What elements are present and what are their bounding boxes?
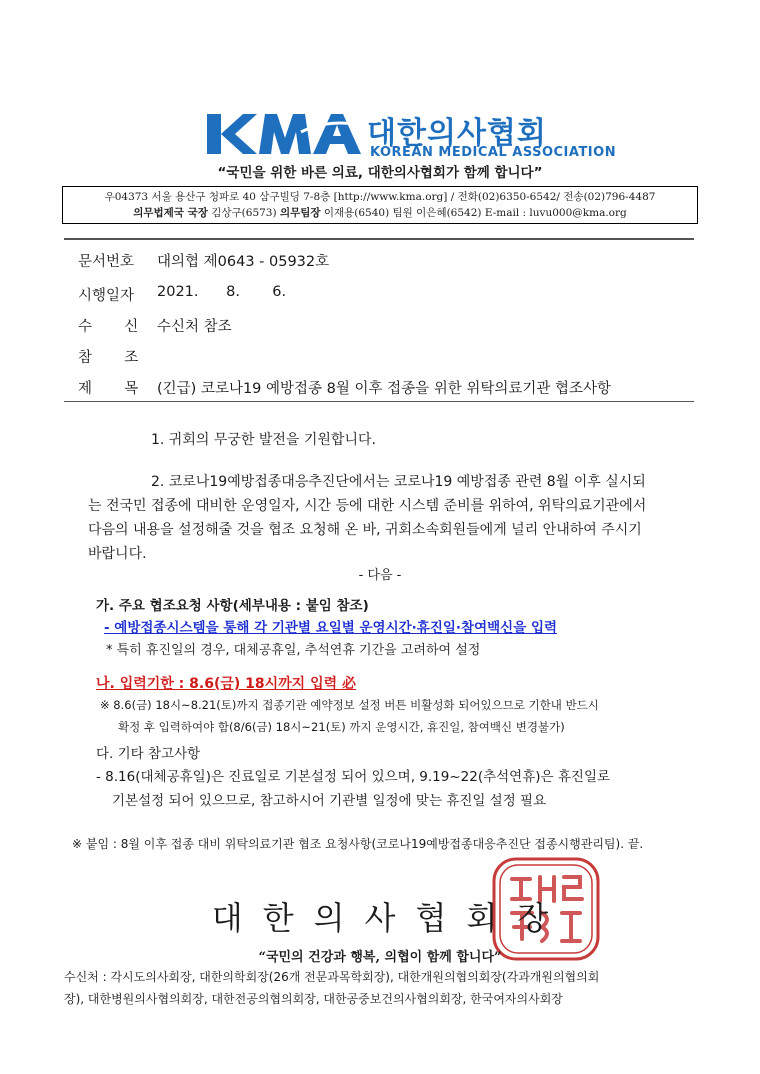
section-divider: - 다음 - — [358, 568, 402, 583]
subject: (긴급) 코로나19 예방접종 8월 이후 접종을 위한 위탁의료기관 협조사항 — [157, 381, 612, 397]
subject-label: 제 목 — [78, 381, 139, 397]
section-na-title: 나. 입력기한 : 8.6(금) 18시까지 입력 必 — [96, 676, 357, 692]
section-ga-note: * 특히 휴진일의 경우, 대체공휴일, 추석연휴 기간을 고려하여 설정 — [106, 643, 481, 658]
to-label: 수 신 — [78, 319, 139, 335]
contact-line-1: 우04373 서울 용산구 청파로 40 삼구빌딩 7-8층 [http://www.kma.org] / 전화(02)6350-6542/ 전송(02)796-4487 — [104, 191, 656, 203]
footer-slogan: “국민의 건강과 행복, 의협이 함께 합니다” — [258, 950, 502, 965]
section-ga-item: - 예방접종시스템을 통해 각 기관별 요일별 운영시간·휴진일·참여백신을 입력 — [104, 620, 558, 636]
paragraph-1: 1. 귀회의 무궁한 발전을 기원합니다. — [151, 432, 376, 448]
header-slogan: “국민을 위한 바른 의료, 대한의사협회가 함께 합니다” — [217, 165, 543, 181]
section-na-note-1: ※ 8.6(금) 18시~8.21(토)까지 접종기관 예약정보 설정 버튼 비활성화 되어있으므로 기한내 반드시 — [100, 698, 599, 712]
contact-box — [62, 186, 698, 224]
contact-label-director: 의무법제국 국장 — [133, 207, 208, 219]
kma-logo — [205, 110, 365, 158]
ref-label: 참 조 — [78, 350, 139, 366]
contact-director: 김상구(6573) — [207, 207, 280, 219]
paragraph-2-line-3: 다음의 내용을 설정해줄 것을 협조 요청해 온 바, 귀회소속회원들에게 널리 안내하여 주시기 — [88, 522, 642, 538]
org-name-kr: 대한의사협회 — [367, 116, 547, 151]
paragraph-2-line-1: 2. 코로나19예방접종대응추진단에서는 코로나19 예방접종 관련 8월 이후 실시되 — [151, 474, 646, 490]
contact-team: 이재용(6540) 팀원 이은혜(6542) E-mail : luvu000@kma.org — [320, 207, 627, 219]
paragraph-2-line-2: 는 전국민 접종에 대비한 운영일자, 시간 등에 대한 시스템 준비를 위하여, 위탁의료기관에서 — [88, 498, 647, 514]
to: 수신처 참조 — [157, 319, 232, 335]
recipients-line-2: 장), 대한병원의사협의회장, 대한전공의협의회장, 대한공중보건의사협의회장, 한국여자의사회장 — [64, 992, 563, 1006]
date: 2021. 8. 6. — [157, 284, 287, 300]
header-rule — [64, 238, 694, 240]
section-da-title: 다. 기타 참고사항 — [96, 746, 201, 762]
contact-label-team: 의무팀장 — [279, 207, 321, 219]
section-da-item-2: 기본설정 되어 있으므로, 참고하시어 기관별 일정에 맞는 휴진일 설정 필요 — [112, 793, 547, 809]
meta-rule — [64, 401, 694, 402]
section-na-note-2: 확정 후 입력하여야 함(8/6(금) 18시~21(토) 까지 운영시간, 휴진일, 참여백신 변경불가) — [118, 720, 565, 734]
org-name-en: KOREAN MEDICAL ASSOCIATION — [370, 145, 617, 160]
doc-no-label: 문서번호 — [78, 254, 135, 270]
date-label: 시행일자 — [78, 288, 135, 304]
signer-name: 대한의사협회장 — [211, 899, 569, 937]
attachment-note: ※ 붙임 : 8월 이후 접종 대비 위탁의료기관 협조 요청사항(코로나19예방접종대응추진단 접종시행관리팀). 끝. — [72, 837, 644, 851]
section-da-item-1: - 8.16(대체공휴일)은 진료일로 기본설정 되어 있으며, 9.19~22(추석연휴)은 휴진일로 — [96, 769, 611, 785]
recipients-line-1: 수신처 : 각시도의사회장, 대한의학회장(26개 전문과목학회장), 대한개원의협의회장(각과개원의협의회 — [64, 970, 600, 984]
paragraph-2-line-4: 바랍니다. — [88, 546, 147, 562]
doc-no: 대의협 제0643 - 05932호 — [157, 254, 330, 270]
section-ga-title: 가. 주요 협조요청 사항(세부내용 : 붙임 참조) — [96, 598, 369, 614]
contact-line-2 — [63, 205, 697, 221]
